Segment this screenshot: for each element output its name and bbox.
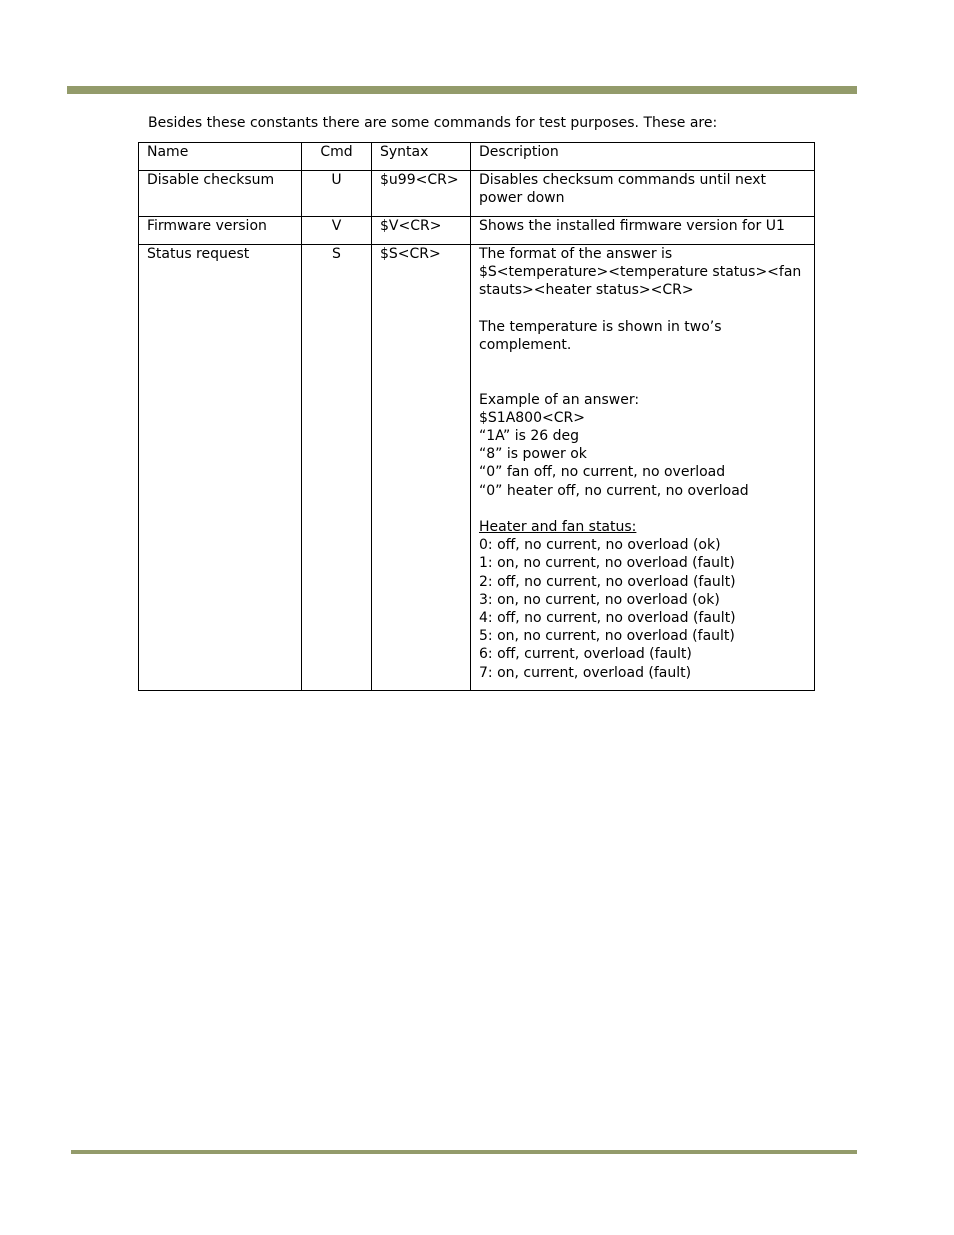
format-line: The format of the answer is: [479, 246, 673, 262]
table-row: [139, 245, 815, 691]
row-syntax: $u99<CR>: [372, 171, 471, 217]
header-description: Description: [471, 143, 815, 171]
status-code-line: 0: off, no current, no overload (ok): [479, 537, 721, 554]
header-cmd: Cmd: [302, 143, 372, 171]
example-line: “1A” is 26 deg: [479, 428, 579, 444]
example-line: “0” heater off, no current, no overload: [479, 482, 749, 499]
temperature-note-line: The temperature is shown in two’s: [479, 318, 722, 335]
temperature-note-line: complement.: [479, 337, 572, 353]
footer-rule: [71, 1150, 857, 1154]
example-line: Example of an answer:: [479, 391, 640, 408]
description-line: Disables checksum commands until next: [479, 172, 767, 188]
status-heading: Heater and fan status:: [479, 519, 637, 535]
row-syntax: $S<CR>: [372, 245, 471, 691]
description-line: Shows the installed firmware version for U1: [479, 218, 785, 234]
status-code-line: 5: on, no current, no overload (fault): [479, 628, 735, 645]
status-code-line: 2: off, no current, no overload (fault): [479, 573, 736, 590]
row-cmd: U: [302, 171, 372, 217]
table-row: [139, 217, 815, 245]
example-line: $S1A800<CR>: [479, 409, 585, 426]
status-code-line: 7: on, current, overload (fault): [479, 664, 692, 681]
row-description: [471, 245, 815, 691]
row-description: [471, 171, 815, 217]
description-line: power down: [479, 190, 565, 207]
row-name: Firmware version: [139, 217, 302, 245]
example-line: “0” fan off, no current, no overload: [479, 464, 726, 481]
status-code-line: 1: on, no current, no overload (fault): [479, 555, 735, 572]
status-code-line: 6: off, current, overload (fault): [479, 646, 692, 663]
row-description: [471, 217, 815, 245]
status-code-line: 4: off, no current, no overload (fault): [479, 610, 736, 627]
table-header-row: [139, 143, 815, 171]
header-rule: [67, 86, 857, 94]
status-code-line: 3: on, no current, no overload (ok): [479, 591, 720, 608]
test-commands-table: [138, 142, 815, 691]
row-name: Status request: [139, 245, 302, 691]
row-cmd: V: [302, 217, 372, 245]
header-name: Name: [139, 143, 302, 171]
row-name: Disable checksum: [139, 171, 302, 217]
example-line: “8” is power ok: [479, 446, 587, 463]
header-syntax: Syntax: [372, 143, 471, 171]
intro-paragraph: Besides these constants there are some commands for test purposes. These are:: [148, 115, 718, 131]
table-row: [139, 171, 815, 217]
row-syntax: $V<CR>: [372, 217, 471, 245]
format-line: $S<temperature><temperature status><fan: [479, 264, 802, 281]
format-line: stauts><heater status><CR>: [479, 282, 694, 299]
row-cmd: S: [302, 245, 372, 691]
